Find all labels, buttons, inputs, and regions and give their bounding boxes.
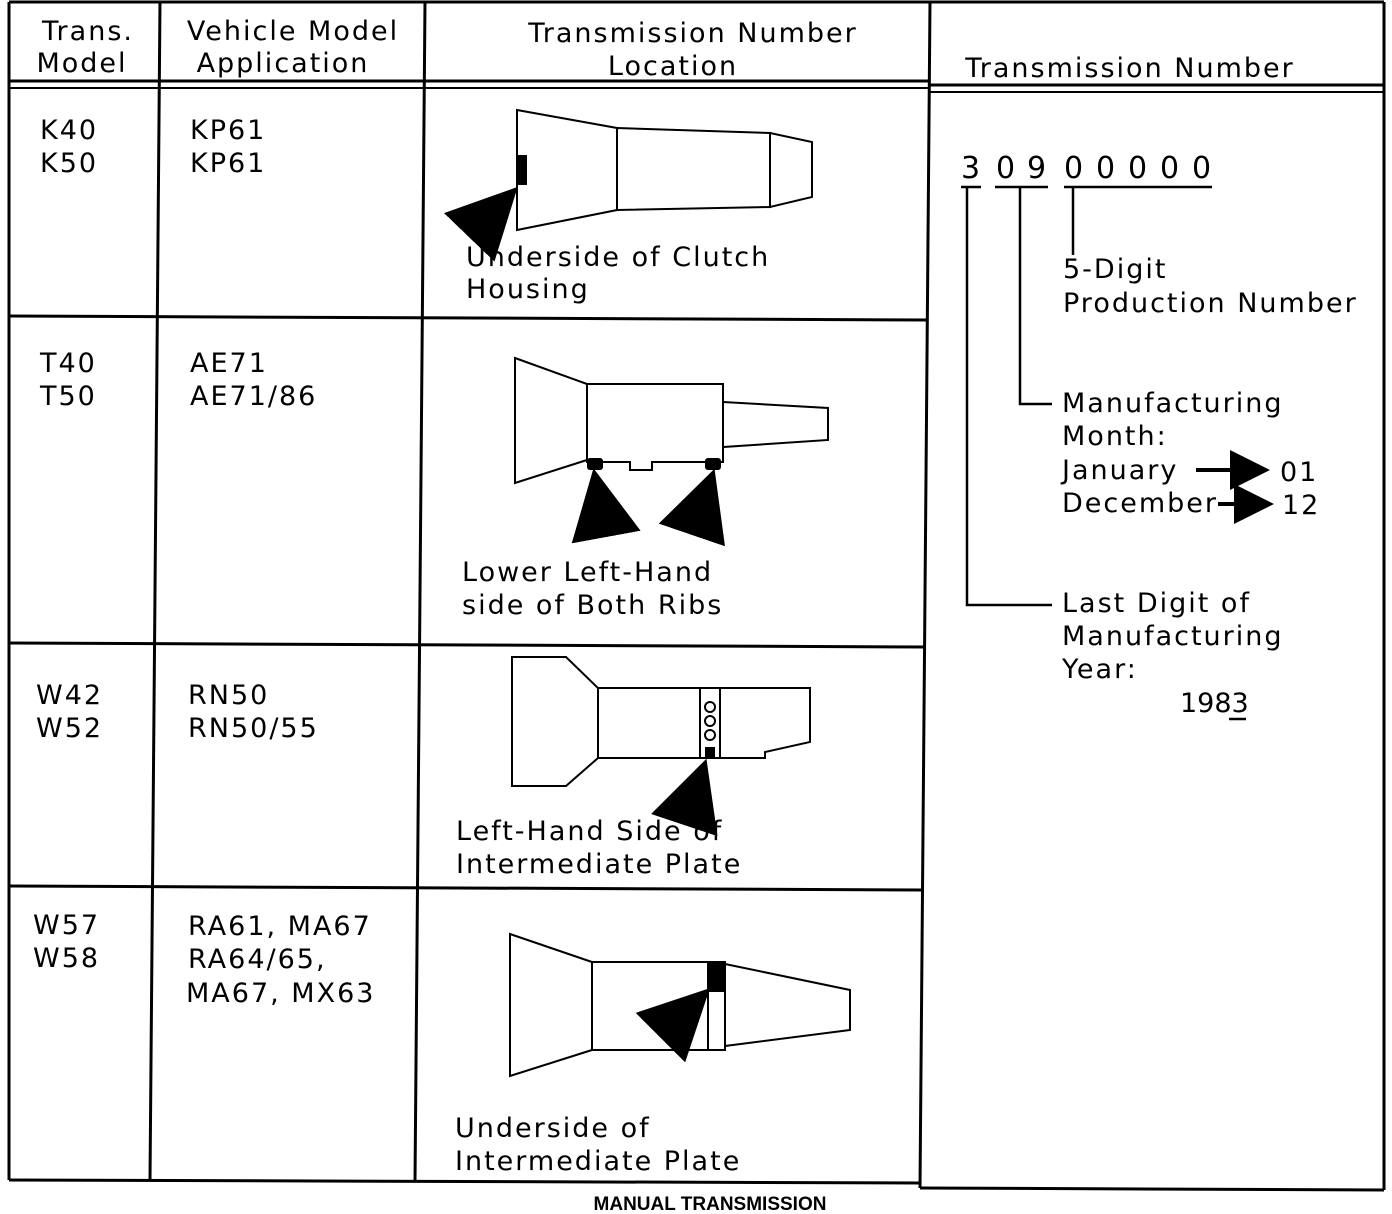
location-text: Lower Left-Hand (462, 557, 714, 588)
trans-model: W57 (33, 910, 101, 941)
year-label: Year: (1062, 654, 1138, 685)
transmission-diagram-w42-series (512, 657, 810, 808)
serial-digit: 0 (1064, 151, 1084, 186)
serial-digit: 0 (1160, 151, 1180, 186)
location-text: Housing (466, 274, 590, 305)
month-label: Month: (1062, 421, 1168, 452)
production-label: 5-Digit (1063, 254, 1168, 285)
trans-model: W52 (36, 713, 104, 744)
year-example: 1983 (1180, 688, 1249, 719)
figure-caption: MANUAL TRANSMISSION (593, 1194, 827, 1214)
table-row (40, 110, 812, 305)
serial-digit: 0 (1128, 151, 1148, 186)
location-text: Intermediate Plate (455, 1146, 742, 1177)
transmission-number-legend (961, 151, 1358, 719)
serial-digit: 0 (1192, 151, 1212, 186)
trans-model: W42 (36, 680, 104, 711)
vehicle-model: KP61 (190, 148, 267, 179)
trans-model: K50 (40, 148, 99, 179)
month-example-name: December (1062, 488, 1219, 519)
table-row (33, 910, 850, 1177)
month-label: Manufacturing (1062, 388, 1284, 419)
location-text: Underside of (455, 1113, 651, 1144)
transmission-diagram-t-series (515, 358, 828, 520)
serial-digit: 3 (961, 151, 981, 186)
trans-model: W58 (33, 943, 101, 974)
vehicle-model: RA64/65, (188, 944, 327, 975)
transmission-diagram-w57-series (510, 934, 850, 1076)
vehicle-model: RN50 (188, 680, 270, 711)
trans-model: T40 (40, 348, 97, 379)
transmission-diagram-k-series (483, 110, 812, 230)
vehicle-model: MA67, MX63 (186, 978, 376, 1009)
header-trans-model-line2: Model (36, 48, 128, 79)
serial-digit: 0 (996, 151, 1016, 186)
month-example-name: January (1062, 455, 1179, 486)
header-location-line2: Location (607, 51, 739, 82)
trans-model: T50 (40, 381, 97, 412)
header-location-line1: Transmission Number (528, 18, 858, 49)
serial-digit: 9 (1027, 151, 1047, 186)
location-text: Intermediate Plate (456, 849, 743, 880)
header-trans-model-line1: Trans. (42, 16, 134, 47)
year-label: Last Digit of (1062, 588, 1251, 619)
location-text: Underside of Clutch (466, 242, 771, 273)
location-text: side of Both Ribs (462, 590, 724, 621)
vehicle-model: KP61 (190, 115, 267, 146)
header-vehicle-model-line1: Vehicle Model (186, 16, 400, 47)
vehicle-model: RN50/55 (188, 713, 319, 744)
trans-model: K40 (40, 115, 99, 146)
header-transmission-number: Transmission Number (965, 53, 1295, 84)
month-example-value: 12 (1282, 490, 1321, 521)
header-row (36, 16, 1294, 84)
vehicle-model: AE71/86 (190, 381, 318, 412)
month-example-value: 01 (1280, 457, 1319, 488)
production-label: Production Number (1063, 288, 1358, 319)
serial-digit: 0 (1096, 151, 1116, 186)
location-text: Left-Hand Side of (456, 816, 724, 847)
header-vehicle-model-line2: Application (196, 48, 370, 79)
vehicle-model: AE71 (190, 348, 268, 379)
vehicle-model: RA61, MA67 (188, 911, 372, 942)
year-label: Manufacturing (1062, 621, 1284, 652)
